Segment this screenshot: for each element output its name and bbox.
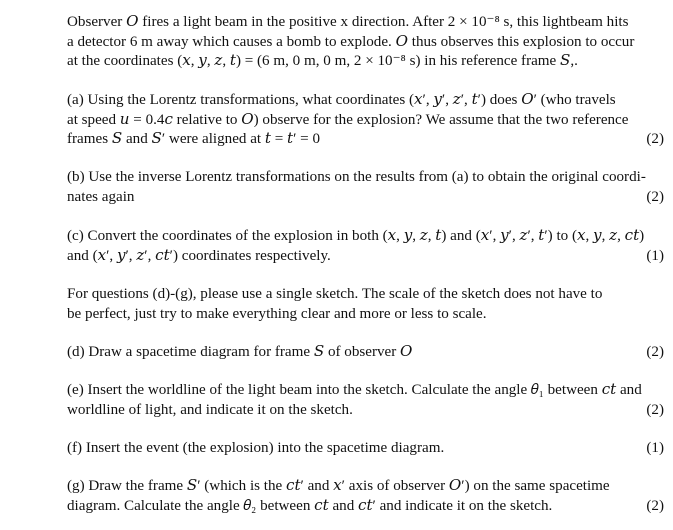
question-c	[67, 227, 664, 266]
question-g-marks: (2)	[646, 497, 664, 514]
question-g-line-1: (g) Draw the frame 𝑆′ (which is the 𝑐𝑡′ and 𝑥′ axis of observer 𝑂′) on the same spacetime	[67, 478, 610, 494]
question-e-marks: (2)	[646, 401, 664, 418]
question-a	[67, 91, 664, 150]
sketch-instructions	[67, 285, 664, 324]
question-f-line-1: (f) Insert the event (the explosion) into the spacetime diagram.	[67, 440, 445, 456]
question-b-line-1: (b) Use the inverse Lorentz transformations on the results from (a) to obtain the original coordi-	[67, 169, 646, 185]
question-a-line-1: (a) Using the Lorentz transformations, what coordinates (𝑥′, 𝑦′, 𝑧′, 𝑡′) does 𝑂′ (who travels	[67, 92, 616, 108]
question-g-last-row	[67, 497, 664, 517]
question-c-last-row	[67, 247, 664, 267]
question-b-marks: (2)	[646, 188, 664, 205]
question-e	[67, 381, 664, 420]
question-b-line-2: nates again	[67, 188, 135, 205]
question-f	[67, 439, 664, 459]
question-g	[67, 477, 664, 516]
question-a-line-3: frames 𝑆 and 𝑆′ were aligned at 𝑡 = 𝑡′ = 0	[67, 131, 320, 148]
sketch-instructions-line-2: be perfect, just try to make everything clear and more or less to scale.	[67, 305, 487, 322]
question-c-marks: (1)	[646, 247, 664, 264]
question-d	[67, 343, 664, 363]
intro-line-2: a detector 6 m away which causes a bomb to explode. 𝑂 thus observes this explosion to occur	[67, 33, 635, 50]
sketch-instructions-line-1: For questions (d)-(g), please use a single sketch. The scale of the sketch does not have to	[67, 286, 603, 302]
question-d-marks: (2)	[646, 344, 664, 360]
question-d-row	[67, 343, 664, 363]
question-e-line-1: (e) Insert the worldline of the light beam into the sketch. Calculate the angle 𝜃₁ between 𝑐𝑡 and	[67, 382, 642, 398]
question-a-last-row	[67, 130, 664, 150]
question-f-row	[67, 439, 664, 459]
question-g-line-2: diagram. Calculate the angle 𝜃₂ between 𝑐𝑡 and 𝑐𝑡′ and indicate it on the sketch.	[67, 497, 553, 514]
question-d-line-1: (d) Draw a spacetime diagram for frame 𝑆 of observer 𝑂	[67, 344, 413, 360]
question-a-line-2: at speed 𝑢 = 0.4𝑐 relative to 𝑂) observe for the explosion? We assume that the two reference	[67, 111, 629, 128]
intro-paragraph	[67, 13, 664, 72]
question-e-last-row	[67, 401, 664, 421]
intro-line-3: at the coordinates (𝑥, 𝑦, 𝑧, 𝑡) = (6 m, 0 m, 0 m, 2 × 10⁻⁸ s) in his reference frame 𝑆,.	[67, 53, 578, 70]
question-c-line-2: and (𝑥′, 𝑦′, 𝑧′, 𝑐𝑡′) coordinates respectively.	[67, 247, 331, 264]
question-a-marks: (2)	[646, 131, 664, 148]
question-f-marks: (1)	[646, 440, 664, 456]
question-b	[67, 168, 664, 207]
question-c-line-1: (c) Convert the coordinates of the explosion in both (𝑥, 𝑦, 𝑧, 𝑡) and (𝑥′, 𝑦′, 𝑧′, 𝑡′) to (𝑥, 𝑦, 𝑧, 𝑐𝑡)	[67, 228, 645, 244]
intro-line-1: Observer 𝑂 fires a light beam in the positive x direction. After 2 × 10⁻⁸ s, this lightbeam hits	[67, 14, 629, 30]
question-e-line-2: worldline of light, and indicate it on the sketch.	[67, 401, 353, 418]
question-b-last-row	[67, 188, 664, 208]
